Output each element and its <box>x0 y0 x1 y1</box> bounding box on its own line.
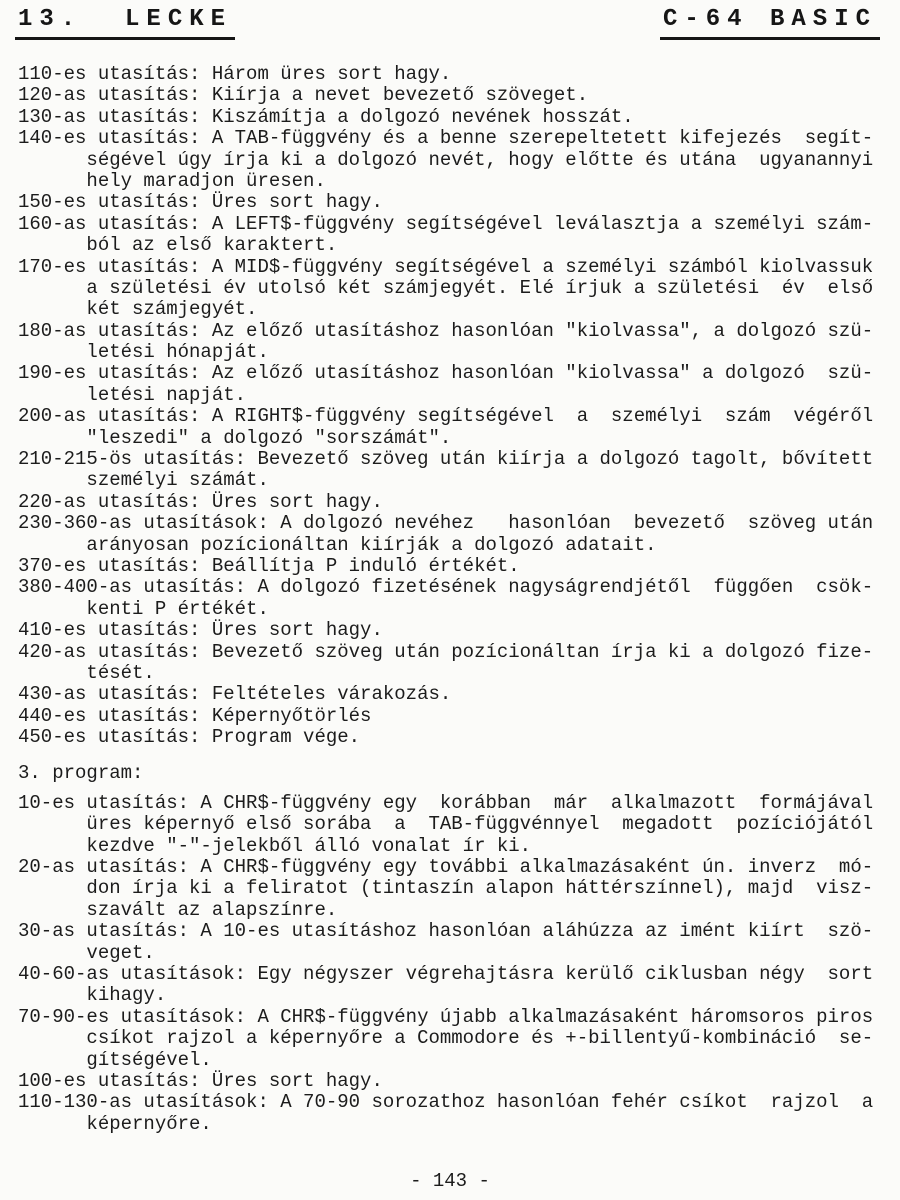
text-line: 380-400-as utasítás: A dolgozó fizetésének nagyságrendjétől függően csök- <box>18 576 874 599</box>
text-line: letési napját. <box>18 383 247 406</box>
text-line: don írja ki a feliratot (tintaszín alapon háttérszínnel), majd visz- <box>18 877 874 900</box>
text-line: két számjegyét. <box>18 298 258 321</box>
text-line: 410-es utasítás: Üres sort hagy. <box>18 619 383 642</box>
text-line: kihagy. <box>18 984 167 1007</box>
text-line: kenti P értékét. <box>18 597 269 620</box>
text-line: személyi számát. <box>18 469 269 492</box>
text-line: 190-es utasítás: Az előző utasításhoz hasonlóan "kiolvassa" a dolgozó szü- <box>18 362 874 385</box>
text-line: 20-as utasítás: A CHR$-függvény egy további alkalmazásaként ún. inverz mó- <box>18 856 874 879</box>
text-line: kezdve "-"-jelekből álló vonalat ír ki. <box>18 834 532 857</box>
text-line: 450-es utasítás: Program vége. <box>18 726 361 749</box>
text-line: 130-as utasítás: Kiszámítja a dolgozó nevének hosszát. <box>18 105 634 128</box>
text-line: 10-es utasítás: A CHR$-függvény egy korábban már alkalmazott formájával <box>18 791 874 814</box>
course-title: C-64 BASIC <box>660 6 880 40</box>
text-line: 150-es utasítás: Üres sort hagy. <box>18 191 383 214</box>
text-line: gítségével. <box>18 1048 212 1071</box>
text-line: 110-es utasítás: Három üres sort hagy. <box>18 63 452 85</box>
text-line: 30-as utasítás: A 10-es utasításhoz hasonlóan aláhúzza az imént kiírt szö- <box>18 920 874 943</box>
page-number: - 143 - <box>410 1170 490 1192</box>
text-line: arányosan pozícionáltan kiírják a dolgozó adatait. <box>18 533 657 556</box>
text-line: 160-as utasítás: A LEFT$-függvény segítségével leválasztja a személyi szám- <box>18 212 874 235</box>
program-3-heading: 3. program: <box>18 761 144 784</box>
text-line: 110-130-as utasítások: A 70-90 sorozathoz hasonlóan fehér csíkot rajzol a <box>18 1091 874 1114</box>
text-line: képernyőre. <box>18 1112 212 1135</box>
instruction-list-program2 <box>18 64 888 749</box>
text-line: 430-as utasítás: Feltételes várakozás. <box>18 683 452 706</box>
text-line: veget. <box>18 941 155 964</box>
text-line: ból az első karaktert. <box>18 234 338 257</box>
text-line: hely maradjon üresen. <box>18 169 326 192</box>
text-line: 200-as utasítás: A RIGHT$-függvény segítségével a személyi szám végéről <box>18 405 874 428</box>
text-line: üres képernyő első sorába a TAB-függvénnyel megadott pozíciójától <box>18 813 874 836</box>
text-line: 100-es utasítás: Üres sort hagy. <box>18 1069 383 1092</box>
text-line: 170-es utasítás: A MID$-függvény segítségével a személyi számból kiolvassuk <box>18 255 874 278</box>
text-line: 420-as utasítás: Bevezető szöveg után pozícionáltan írja ki a dolgozó fize- <box>18 640 874 663</box>
text-line: tését. <box>18 661 155 684</box>
text-line: 220-as utasítás: Üres sort hagy. <box>18 490 383 513</box>
text-line: 70-90-es utasítások: A CHR$-függvény újabb alkalmazásaként háromsoros piros <box>18 1005 874 1028</box>
text-line: 40-60-as utasítások: Egy négyszer végrehajtásra kerülő ciklusban négy sort <box>18 963 874 986</box>
lesson-title: 13. LECKE <box>15 6 235 40</box>
page-body <box>18 64 888 1135</box>
text-line: szavált az alapszínre. <box>18 898 338 921</box>
text-line: csíkot rajzol a képernyőre a Commodore és +-billentyű-kombináció se- <box>18 1027 874 1050</box>
text-line: "leszedi" a dolgozó "sorszámát". <box>18 426 452 449</box>
text-line: a születési év utolsó két számjegyét. Elé írjuk a születési év első <box>18 276 874 299</box>
text-line: 140-es utasítás: A TAB-függvény és a benne szerepeltetett kifejezés segít- <box>18 127 874 150</box>
text-line: 210-215-ös utasítás: Bevezető szöveg után kiírja a dolgozó tagolt, bővített <box>18 448 874 471</box>
text-line: 440-es utasítás: Képernyőtörlés <box>18 704 372 727</box>
text-line: 180-as utasítás: Az előző utasításhoz hasonlóan "kiolvassa", a dolgozó szü- <box>18 319 874 342</box>
text-line: letési hónapját. <box>18 341 269 364</box>
text-line: 230-360-as utasítások: A dolgozó nevéhez hasonlóan bevezető szöveg után <box>18 512 874 535</box>
text-line: 370-es utasítás: Beállítja P induló értékét. <box>18 554 520 577</box>
text-line: ségével úgy írja ki a dolgozó nevét, hogy előtte és utána ugyanannyi <box>18 148 874 171</box>
text-line: 120-as utasítás: Kiírja a nevet bevezető szöveget. <box>18 84 589 107</box>
instruction-list-program3 <box>18 793 888 1135</box>
